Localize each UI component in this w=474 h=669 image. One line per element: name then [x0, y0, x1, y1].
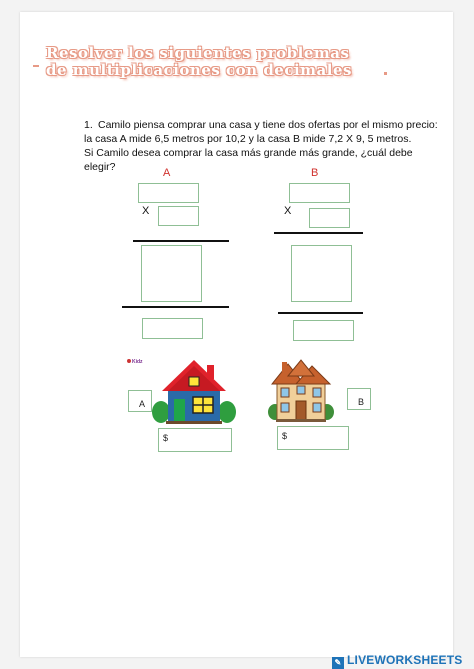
title-dot — [384, 72, 387, 75]
column-a-label: A — [163, 167, 171, 179]
partial-products-b-input[interactable] — [291, 245, 352, 302]
worksheet-page — [20, 12, 453, 657]
brand-footer[interactable] — [332, 653, 462, 669]
currency-a-label: $ — [163, 433, 169, 443]
liveworksheets-logo-icon: ✎ — [332, 657, 344, 669]
rule-b-top — [274, 232, 363, 234]
problem-line-1: Camilo piensa comprar una casa y tiene dos ofertas por el mismo precio: — [98, 119, 438, 131]
problem-line-4: elegir? — [84, 161, 116, 173]
problem-line-3: Si Camilo desea comprar la casa más grande más grande, ¿cuál debe — [84, 147, 413, 159]
tiny-logo-icon: Kidz — [127, 359, 143, 365]
house-b-icon — [268, 356, 334, 422]
worksheet-title — [46, 45, 406, 79]
brand-name: LIVEWORKSHEETS — [347, 653, 463, 667]
factor-a-2-input[interactable] — [158, 206, 199, 226]
price-a-input[interactable] — [158, 428, 232, 452]
house-a-label-box — [128, 390, 152, 412]
price-b-input[interactable] — [277, 426, 349, 450]
currency-b-label: $ — [282, 431, 288, 441]
house-a-label: A — [139, 399, 146, 409]
factor-a-1-input[interactable] — [138, 183, 199, 203]
title-line-1: Resolver los siguientes problemas — [46, 44, 350, 62]
house-a-icon — [152, 357, 236, 425]
column-b-label: B — [311, 167, 319, 179]
rule-a-top — [133, 240, 229, 242]
result-a-input[interactable] — [142, 318, 203, 339]
house-b-label-box — [347, 388, 371, 410]
partial-products-a-input[interactable] — [141, 245, 202, 302]
rule-b-bottom — [278, 312, 363, 314]
house-b-label: B — [358, 397, 365, 407]
title-dash — [33, 65, 39, 67]
problem-number: 1. — [84, 119, 93, 131]
factor-b-1-input[interactable] — [289, 183, 350, 203]
title-line-2: de multiplicaciones con decimales — [46, 61, 352, 79]
multiply-sign-b: X — [284, 205, 292, 217]
problem-line-2: la casa A mide 6,5 metros por 10,2 y la casa B mide 7,2 X 9, 5 metros. — [84, 133, 412, 145]
result-b-input[interactable] — [293, 320, 354, 341]
factor-b-2-input[interactable] — [309, 208, 350, 228]
rule-a-bottom — [122, 306, 229, 308]
multiply-sign-a: X — [142, 205, 150, 217]
